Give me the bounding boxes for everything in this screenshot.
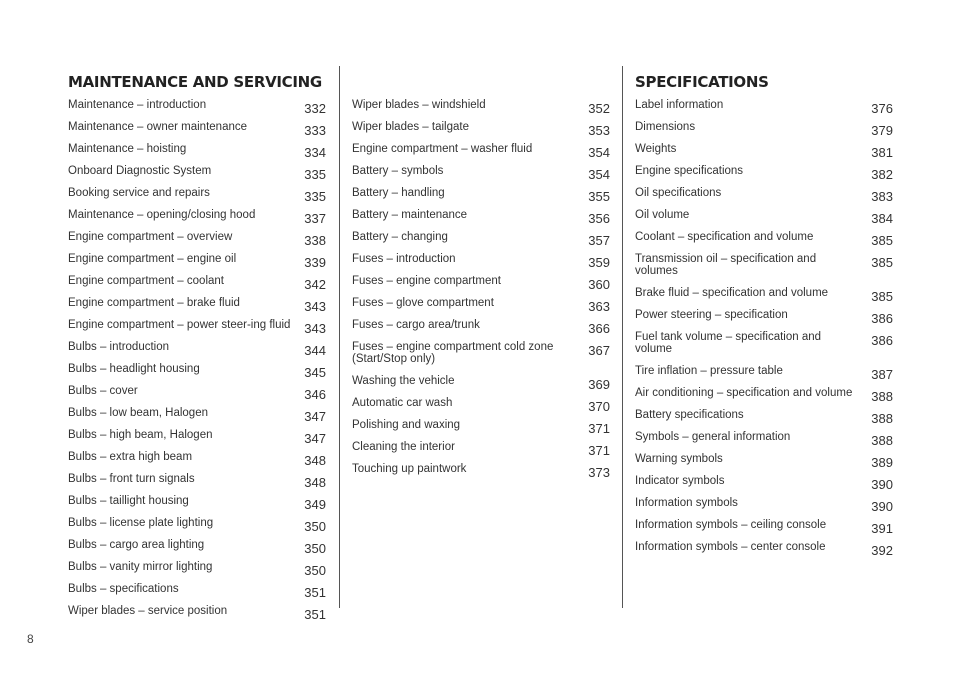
toc-entry-title: Bulbs – specifications	[68, 583, 179, 595]
toc-entry-title: Warning symbols	[635, 453, 723, 465]
toc-entry[interactable]	[635, 514, 893, 536]
toc-entry-title: Engine compartment – power steer-ing fluid	[68, 319, 291, 331]
toc-entry-page: 342	[304, 277, 326, 292]
toc-entry[interactable]	[68, 534, 326, 556]
toc-entry-title: Oil specifications	[635, 187, 722, 199]
toc-entry[interactable]	[68, 94, 326, 116]
toc-entry[interactable]	[352, 116, 610, 138]
toc-entry[interactable]	[352, 270, 610, 292]
toc-entry-page: 335	[304, 167, 326, 182]
toc-entry-title: Bulbs – front turn signals	[68, 473, 195, 485]
toc-entry-title: Bulbs – cover	[68, 385, 138, 397]
toc-entry-title: Weights	[635, 143, 677, 155]
toc-entry-title: Oil volume	[635, 209, 690, 221]
toc-entry-page: 350	[304, 563, 326, 578]
toc-entry-title: Engine compartment – overview	[68, 231, 233, 243]
toc-entry-page: 339	[304, 255, 326, 270]
toc-entry-title: Power steering – specification	[635, 309, 788, 321]
toc-entry-title: Wiper blades – service position	[68, 605, 228, 617]
toc-entry-page: 332	[304, 101, 326, 116]
toc-entry-page: 385	[871, 255, 893, 270]
toc-entry-page: 354	[588, 167, 610, 182]
toc-entry-title: Information symbols – ceiling console	[635, 519, 827, 531]
toc-entry-title: Washing the vehicle	[352, 375, 455, 387]
toc-entry[interactable]	[635, 426, 893, 448]
toc-entry[interactable]	[68, 600, 326, 622]
toc-entry[interactable]	[352, 436, 610, 458]
toc-entry-title: Transmission oil – specification and volumes	[635, 253, 817, 277]
toc-entry[interactable]	[68, 512, 326, 534]
toc-entry[interactable]	[352, 204, 610, 226]
toc-entry-title: Battery – changing	[352, 231, 448, 243]
toc-entry-page: 367	[588, 343, 610, 358]
toc-entry-page: 357	[588, 233, 610, 248]
toc-entry-title: Engine compartment – coolant	[68, 275, 224, 287]
toc-entry[interactable]	[635, 360, 893, 382]
toc-entry[interactable]	[68, 468, 326, 490]
toc-entry[interactable]	[68, 226, 326, 248]
toc-entry-page: 390	[871, 477, 893, 492]
toc-entry-page: 350	[304, 541, 326, 556]
toc-entry-page: 379	[871, 123, 893, 138]
column-divider	[622, 66, 623, 608]
toc-entry-page: 386	[871, 311, 893, 326]
toc-entry[interactable]	[352, 392, 610, 414]
toc-entry[interactable]	[352, 292, 610, 314]
toc-entry-title: Maintenance – introduction	[68, 99, 207, 111]
toc-entry[interactable]	[352, 160, 610, 182]
toc-entry-page: 376	[871, 101, 893, 116]
toc-entry-page: 366	[588, 321, 610, 336]
toc-entry[interactable]	[68, 314, 326, 336]
toc-entry-title: Bulbs – license plate lighting	[68, 517, 214, 529]
toc-entry-title: Fuel tank volume – specification and volume	[635, 331, 822, 355]
toc-entry-page: 347	[304, 431, 326, 446]
toc-entry-page: 371	[588, 443, 610, 458]
toc-entry-page: 351	[304, 607, 326, 622]
toc-entry[interactable]	[68, 336, 326, 358]
toc-entry-page: 390	[871, 499, 893, 514]
toc-entry-title: Maintenance – opening/closing hood	[68, 209, 256, 221]
column-divider	[339, 66, 340, 608]
toc-entry-page: 360	[588, 277, 610, 292]
toc-entry[interactable]	[68, 358, 326, 380]
toc-entry-title: Coolant – specification and volume	[635, 231, 814, 243]
toc-entry-page: 352	[588, 101, 610, 116]
toc-column-maintenance	[68, 66, 326, 622]
toc-entry[interactable]	[352, 138, 610, 160]
heading-spacer	[352, 66, 610, 94]
toc-entry-page: 343	[304, 299, 326, 314]
toc-entry-title: Battery – symbols	[352, 165, 444, 177]
toc-entry-page: 355	[588, 189, 610, 204]
toc-entry[interactable]	[68, 424, 326, 446]
toc-entry[interactable]	[352, 336, 610, 370]
toc-entry-page: 373	[588, 465, 610, 480]
toc-entry-page: 386	[871, 333, 893, 348]
toc-entry-title: Maintenance – hoisting	[68, 143, 187, 155]
toc-entry-page: 343	[304, 321, 326, 336]
toc-entry-title: Brake fluid – specification and volume	[635, 287, 829, 299]
toc-entry-title: Engine compartment – washer fluid	[352, 143, 533, 155]
toc-list	[635, 94, 893, 558]
toc-entry[interactable]	[352, 314, 610, 336]
toc-entry-page: 389	[871, 455, 893, 470]
toc-entry-page: 363	[588, 299, 610, 314]
toc-entry[interactable]	[68, 446, 326, 468]
toc-entry[interactable]	[635, 160, 893, 182]
toc-entry-page: 334	[304, 145, 326, 160]
toc-entry[interactable]	[635, 536, 893, 558]
toc-entry-page: 349	[304, 497, 326, 512]
toc-list	[68, 94, 326, 622]
toc-entry-page: 388	[871, 433, 893, 448]
toc-entry-page: 350	[304, 519, 326, 534]
toc-entry-title: Indicator symbols	[635, 475, 725, 487]
toc-entry-page: 382	[871, 167, 893, 182]
toc-entry-title: Battery specifications	[635, 409, 744, 421]
toc-entry-title: Fuses – engine compartment cold zone (Start/Stop only)	[352, 341, 554, 365]
toc-entry-page: 359	[588, 255, 610, 270]
toc-entry-page: 346	[304, 387, 326, 402]
toc-entry-page: 347	[304, 409, 326, 424]
toc-entry-title: Bulbs – introduction	[68, 341, 170, 353]
toc-entry[interactable]	[68, 556, 326, 578]
toc-entry-page: 381	[871, 145, 893, 160]
toc-entry-title: Battery – handling	[352, 187, 445, 199]
toc-entry[interactable]	[635, 404, 893, 426]
toc-entry-title: Bulbs – extra high beam	[68, 451, 193, 463]
toc-entry-title: Maintenance – owner maintenance	[68, 121, 248, 133]
toc-entry-title: Tire inflation – pressure table	[635, 365, 783, 377]
toc-entry[interactable]	[635, 492, 893, 514]
toc-entry-title: Cleaning the interior	[352, 441, 455, 453]
toc-entry-title: Engine compartment – brake fluid	[68, 297, 240, 309]
toc-entry-title: Air conditioning – specification and volume	[635, 387, 853, 399]
toc-entry-page: 391	[871, 521, 893, 536]
toc-entry-title: Fuses – glove compartment	[352, 297, 494, 309]
toc-entry[interactable]	[352, 248, 610, 270]
toc-entry-title: Bulbs – taillight housing	[68, 495, 189, 507]
toc-entry-title: Bulbs – low beam, Halogen	[68, 407, 208, 419]
toc-entry-page: 369	[588, 377, 610, 392]
toc-entry-title: Engine compartment – engine oil	[68, 253, 237, 265]
toc-entry[interactable]	[68, 204, 326, 226]
toc-entry[interactable]	[68, 138, 326, 160]
toc-entry-title: Bulbs – headlight housing	[68, 363, 200, 375]
toc-entry-title: Battery – maintenance	[352, 209, 468, 221]
toc-entry-page: 335	[304, 189, 326, 204]
toc-entry[interactable]	[635, 226, 893, 248]
toc-entry-page: 371	[588, 421, 610, 436]
toc-entry-page: 383	[871, 189, 893, 204]
toc-entry-title: Wiper blades – tailgate	[352, 121, 469, 133]
toc-entry[interactable]	[635, 138, 893, 160]
toc-entry-page: 385	[871, 289, 893, 304]
toc-entry[interactable]	[68, 182, 326, 204]
toc-entry[interactable]	[635, 326, 893, 360]
toc-entry-page: 384	[871, 211, 893, 226]
toc-entry[interactable]	[68, 160, 326, 182]
toc-entry-title: Information symbols – center console	[635, 541, 826, 553]
toc-entry-title: Engine specifications	[635, 165, 744, 177]
toc-entry-page: 337	[304, 211, 326, 226]
toc-entry-page: 333	[304, 123, 326, 138]
toc-entry-page: 353	[588, 123, 610, 138]
toc-entry[interactable]	[635, 116, 893, 138]
toc-entry[interactable]	[68, 292, 326, 314]
toc-entry[interactable]	[635, 182, 893, 204]
toc-entry[interactable]	[352, 226, 610, 248]
section-heading-maintenance: MAINTENANCE AND SERVICING	[68, 73, 322, 91]
toc-entry-page: 351	[304, 585, 326, 600]
toc-entry[interactable]	[635, 304, 893, 326]
toc-entry-title: Automatic car wash	[352, 397, 453, 409]
toc-entry-title: Symbols – general information	[635, 431, 791, 443]
toc-entry[interactable]	[352, 458, 610, 480]
toc-entry[interactable]	[68, 116, 326, 138]
section-heading-specifications: SPECIFICATIONS	[635, 73, 769, 91]
toc-entry[interactable]	[635, 248, 893, 282]
toc-entry-page: 370	[588, 399, 610, 414]
toc-entry[interactable]	[352, 414, 610, 436]
toc-entry[interactable]	[635, 204, 893, 226]
toc-column-continued	[352, 66, 610, 480]
toc-entry[interactable]	[68, 248, 326, 270]
toc-list	[352, 94, 610, 480]
toc-entry-title: Fuses – cargo area/trunk	[352, 319, 480, 331]
page-number: 8	[27, 632, 34, 646]
toc-entry[interactable]	[352, 182, 610, 204]
toc-entry[interactable]	[68, 402, 326, 424]
toc-entry-title: Wiper blades – windshield	[352, 99, 486, 111]
toc-entry-page: 348	[304, 475, 326, 490]
toc-entry-page: 388	[871, 411, 893, 426]
toc-entry[interactable]	[352, 94, 610, 116]
toc-entry-title: Information symbols	[635, 497, 738, 509]
toc-entry-page: 392	[871, 543, 893, 558]
toc-entry[interactable]	[635, 448, 893, 470]
toc-entry-title: Touching up paintwork	[352, 463, 467, 475]
toc-entry[interactable]	[68, 380, 326, 402]
toc-entry-page: 387	[871, 367, 893, 382]
toc-entry-page: 345	[304, 365, 326, 380]
toc-column-specifications	[635, 66, 893, 558]
toc-entry-title: Dimensions	[635, 121, 696, 133]
toc-entry[interactable]	[68, 270, 326, 292]
toc-entry-page: 356	[588, 211, 610, 226]
toc-entry-title: Bulbs – high beam, Halogen	[68, 429, 213, 441]
toc-entry-page: 388	[871, 389, 893, 404]
toc-entry-title: Onboard Diagnostic System	[68, 165, 212, 177]
toc-entry-title: Fuses – introduction	[352, 253, 456, 265]
toc-entry[interactable]	[68, 578, 326, 600]
toc-entry[interactable]	[635, 382, 893, 404]
toc-entry[interactable]	[635, 282, 893, 304]
toc-entry-page: 348	[304, 453, 326, 468]
toc-entry-title: Fuses – engine compartment	[352, 275, 501, 287]
toc-entry-title: Polishing and waxing	[352, 419, 461, 431]
toc-entry[interactable]	[635, 470, 893, 492]
toc-entry[interactable]	[352, 370, 610, 392]
toc-entry[interactable]	[635, 94, 893, 116]
toc-entry-page: 344	[304, 343, 326, 358]
toc-entry-title: Bulbs – vanity mirror lighting	[68, 561, 213, 573]
toc-entry-title: Bulbs – cargo area lighting	[68, 539, 205, 551]
toc-entry-title: Booking service and repairs	[68, 187, 210, 199]
toc-entry-page: 354	[588, 145, 610, 160]
toc-entry-page: 338	[304, 233, 326, 248]
toc-entry-page: 385	[871, 233, 893, 248]
toc-entry[interactable]	[68, 490, 326, 512]
toc-entry-title: Label information	[635, 99, 724, 111]
